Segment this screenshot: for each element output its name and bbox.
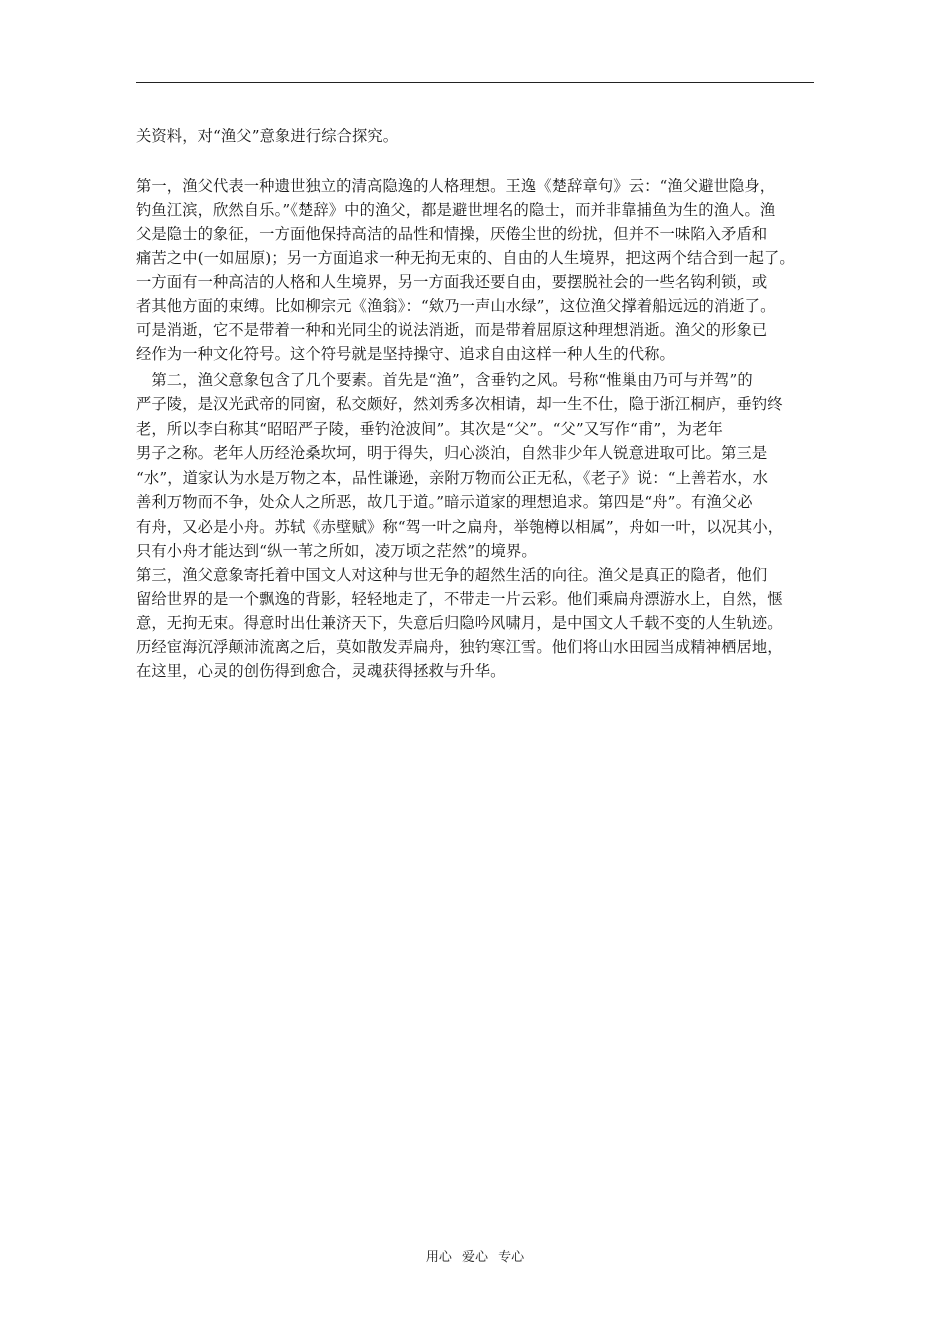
text-line: 老，所以李白称其“昭昭严子陵，垂钓沧波间”。其次是“父”。“父”又写作“甫”，为老年	[136, 420, 723, 438]
text-line: 只有小舟才能达到“纵一苇之所如，凌万顷之茫然”的境界。	[136, 542, 537, 560]
text-line: 父是隐士的象征，一方面他保持高洁的品性和情操，厌倦尘世的纷扰，但并不一味陷入矛盾和	[136, 225, 768, 243]
text-line: 善利万物而不争，处众人之所恶，故几于道。”暗示道家的理想追求。第四是“舟”。有渔父必	[136, 493, 753, 511]
text-line: 有舟，又必是小舟。苏轼《赤壁赋》称“驾一叶之扁舟，举匏樽以相属”，舟如一叶，以况其小，	[136, 518, 784, 536]
page-footer: 用心 爱心 专心	[425, 1250, 525, 1265]
text-line: 留给世界的是一个飘逸的背影，轻轻地走了，不带走一片云彩。他们乘扁舟漂游水上，自然，惬	[136, 590, 783, 608]
text-line: 钓鱼江滨，欣然自乐。”《楚辞》中的渔父，都是避世埋名的隐士，而并非靠捕鱼为生的渔人。渔	[136, 201, 776, 219]
text-line: 一方面有一种高洁的人格和人生境界，另一方面我还要自由，要摆脱社会的一些名钩利锁，或	[136, 273, 768, 291]
text-line: 历经宦海沉浮颠沛流离之后，莫如散发弄扁舟，独钓寒江雪。他们将山水田园当成精神栖居地，	[136, 638, 783, 656]
text-line: 可是消逝，它不是带着一种和光同尘的说法消逝，而是带着屈原这种理想消逝。渔父的形象已	[136, 321, 768, 339]
text-line: 严子陵，是汉光武帝的同窗，私交颇好，然刘秀多次相请，却一生不仕，隐于浙江桐庐，垂钓终	[136, 395, 783, 413]
text-line: 在这里，心灵的创伤得到愈合，灵魂获得拯救与升华。	[136, 662, 506, 680]
text-line: 关资料，对“渔父”意象进行综合探究。	[136, 127, 399, 145]
text-line: 者其他方面的束缚。比如柳宗元《渔翁》：“欸乃一声山水绿”，这位渔父撑着船远远的消逝了。	[136, 297, 776, 315]
text-line: “水”，道家认为水是万物之本，品性谦逊，亲附万物而公正无私，《老子》说：“上善若水，水	[136, 469, 768, 487]
text-line: 第一，渔父代表一种遗世独立的清高隐逸的人格理想。王逸《楚辞章句》云：“渔父避世隐身，	[136, 177, 776, 195]
text-line: 第三，渔父意象寄托着中国文人对这种与世无争的超然生活的向往。渔父是真正的隐者，他们	[136, 566, 768, 584]
text-line: 第二，渔父意象包含了几个要素。首先是“渔”，含垂钓之风。号称“惟巢由乃可与并驾”的	[136, 371, 753, 389]
text-line: 男子之称。老年人历经沧桑坎坷，明于得失，归心淡泊，自然非少年人锐意进取可比。第三是	[136, 444, 768, 462]
text-line: 经作为一种文化符号。这个符号就是坚持操守、追求自由这样一种人生的代称。	[136, 345, 675, 363]
header-rule	[136, 82, 814, 83]
text-line: 痛苦之中(一如屈原)；另一方面追求一种无拘无束的、自由的人生境界，把这两个结合到一起了。	[136, 249, 795, 267]
text-line: 意，无拘无束。得意时出仕兼济天下，失意后归隐吟风啸月，是中国文人千载不变的人生轨迹。	[136, 614, 783, 632]
